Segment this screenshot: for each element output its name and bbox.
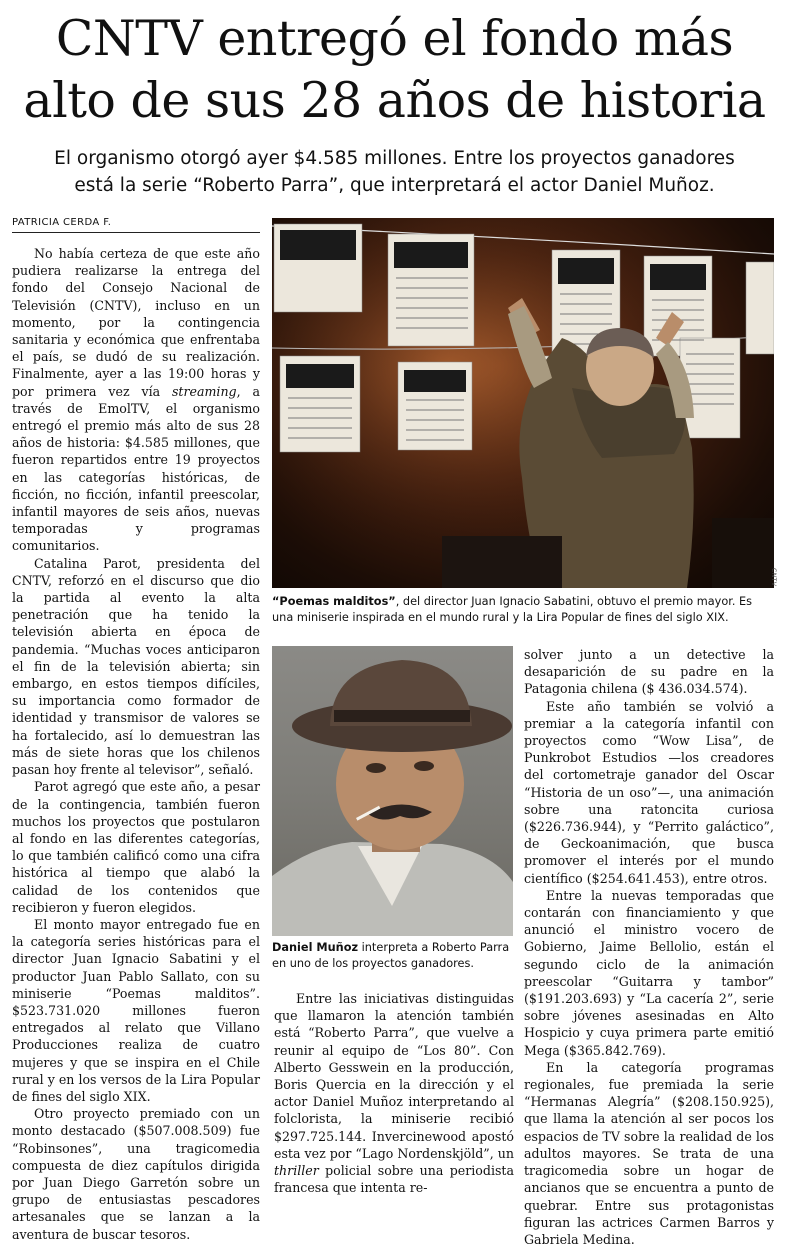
italic-term: streaming [171,383,237,399]
paragraph: solver junto a un detective la desaparición de su padre en la Patagonia chilena ($ 436.034.574). [524,647,774,697]
photo-daniel-munoz [272,646,513,936]
photo-daniel-munoz-illustration [272,646,513,936]
article-column-2 [274,990,514,1196]
paragraph: Parot agregó que este año, a pesar de la contingencia, también fueron muchos los proyectos que postularon al fondo en las diferentes categorías, lo que también calificó como una cifra histórica al tiempo que alabó la calidad de los contenidos que recibieron y fueron elegidos. [12,779,260,915]
caption-text: interpreta a Roberto Parra en uno de los proyectos ganadores. [272,941,510,970]
paragraph: En la categoría programas regionales, fue premiada la serie “Hermanas Alegría” ($208.150.925), que llama la atención al ser pocos los espacios de TV sobre la realidad de los adultos mayores. Se trata de una tragicomedia sobre un hogar de ancianos que se encuentra a punto de quebrar. Entre sus protagonistas figuran las actrices Carmen Barros y Gabriela Medina. [524,1059,774,1247]
photo-credit: CNTV [770,568,777,587]
photo-poemas-malditos-illustration [272,218,774,588]
italic-term: thriller [274,1163,319,1179]
paragraph: No había certeza de que este año pudiera realizarse la entrega del fondo del Consejo Nacional de Televisión (CNTV), incluso en un momento, por la contingencia sanitaria y económica que enfrentaba el país, se dudó de su realización. Finalmente, ayer a las 19:00 horas y por primera vez vía streaming, a través de EmolTV, el organismo entregó el premio más alto de sus 28 años de historia: $4.585 millones, que fueron repartidos entre 19 proyectos en las categorías históricas, de ficción, no ficción, infantil preescolar, infantil mayores de seis años, nuevas temporadas y programas comunitarios. [12,246,260,554]
paragraph: Entre la nuevas temporadas que contarán con financiamiento y que anunció el ministro vocero de Gobierno, Jaime Bellolio, están el segundo ciclo de la animación preescolar “Guitarra y tambor” ($191.203.693) y “La cacería 2”, serie sobre jóvenes asesinadas en Alto Hospicio y cuya primera parte emitió Mega ($365.842.769). [524,887,774,1058]
deck-line-1: El organismo otorgó ayer $4.585 millones. Entre los proyectos ganadores [54,148,735,169]
caption-bold: Daniel Muñoz [272,941,359,954]
paragraph: Entre las iniciativas distinguidas que llamaron la atención también está “Roberto Parra”, que vuelve a reunir al equipo de “Los 80”. Con Alberto Gesswein en la producción, Boris Quercia en la dirección y el actor Daniel Muñoz interpretando al folclorista, la miniserie recibió $297.725.144. Invercinewood apostó esta vez por “Lago Nordenskjöld”, un thriller policial sobre una periodista francesa que intenta re- [274,991,514,1196]
article-column-3 [524,646,774,1248]
photo-caption-1 [272,594,776,625]
byline-rule [12,232,260,233]
photo-caption-2 [272,940,514,971]
paragraph: Catalina Parot, presidenta del CNTV, reforzó en el discurso que dio la partida al evento la alta penetración que ha tenido la televisión abierta en época de pandemia. “Muchas voces anticiparon el fin de la televisión abierta; sin embargo, en estos tiempos difíciles, su importancia como formador de identidad y transmisor de valores se ha fortalecido, así lo demuestran las más de siete horas que los chilenos pasan hoy frente al televisor”, señaló. [12,555,260,778]
photo-poemas-malditos [272,218,774,588]
byline: PATRICIA CERDA F. [12,217,112,228]
headline-line-2: alto de sus 28 años de historia [23,72,766,129]
paragraph: Otro proyecto premiado con un monto destacado ($507.008.509) fue “Robinsones”, una tragicomedia compuesta de diez capítulos dirigida por Juan Diego Garretón sobre un grupo de entusiastas pescadores artesanales que se lanzan a la aventura de buscar tesoros. [12,1106,260,1242]
article-column-1 [12,245,260,1243]
paragraph: El monto mayor entregado fue en la categoría series históricas para el director Juan Ignacio Sabatini y el productor Juan Pablo Sallato, con su miniserie “Poemas malditos”. $523.731.020 millones fueron entregados al relato que Villano Producciones realiza de cuatro mujeres y que se inspira en el Chile rural y en los versos de la Lira Popular de fines del siglo XIX. [12,916,260,1104]
deck-subtitle [0,145,789,199]
paragraph: Este año también se volvió a premiar a la categoría infantil con proyectos como “Wow Lisa”, de Punkrobot Estudios —los creadores del cortometraje ganador del Oscar “Historia de un oso”—, una animación sobre una ratoncita curiosa ($226.736.944), y “Perrito galáctico”, de Geckoanimación, que busca promover el interés por el mundo científico ($254.641.453), entre otros. [524,698,774,886]
caption-bold: “Poemas malditos” [272,595,396,608]
caption-text: , del director Juan Ignacio Sabatini, obtuvo el premio mayor. Es una miniserie inspirada en el mundo rural y la Lira Popular de fines del siglo XIX. [272,595,753,624]
headline [0,8,789,132]
deck-line-2: está la serie “Roberto Parra”, que interpretará el actor Daniel Muñoz. [74,175,715,196]
headline-line-1: CNTV entregó el fondo más [55,10,734,67]
